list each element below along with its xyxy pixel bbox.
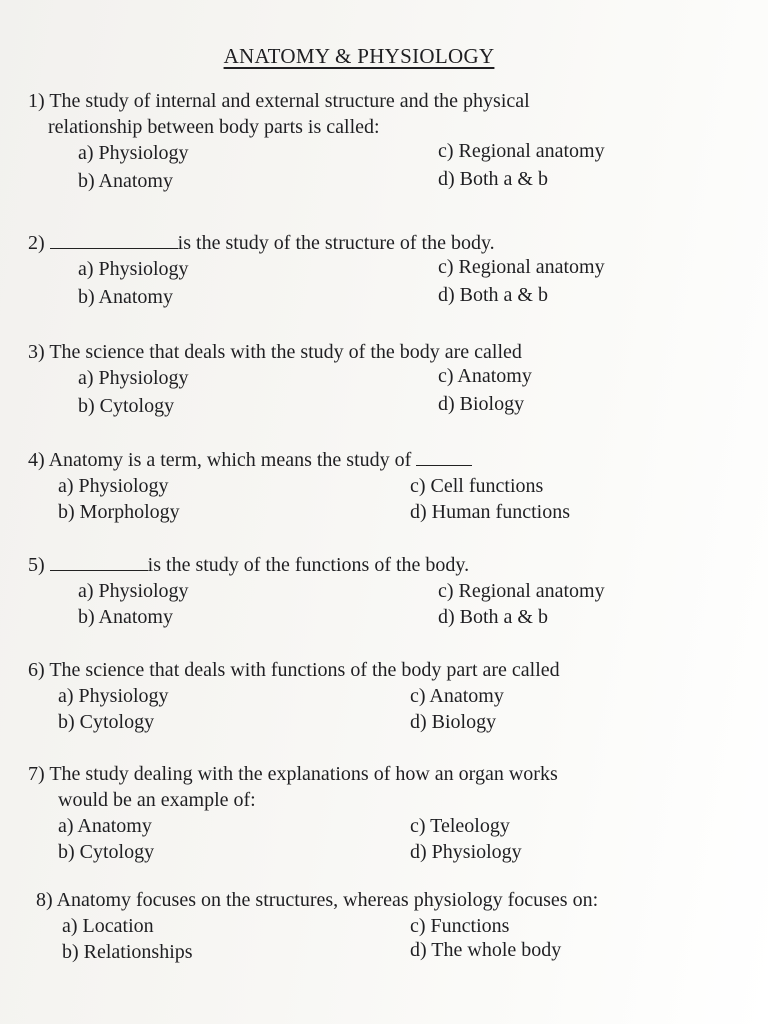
question-8-text xyxy=(36,887,726,913)
option-d: d) Physiology xyxy=(410,841,522,863)
answer-blank xyxy=(50,552,148,571)
question-3-text xyxy=(28,339,718,365)
option-c: c) Cell functions xyxy=(410,475,544,497)
options xyxy=(28,256,718,310)
question-number: 3) xyxy=(28,341,45,363)
options xyxy=(28,578,718,632)
option-b: b) Anatomy xyxy=(78,286,173,308)
option-c: c) Regional anatomy xyxy=(438,140,605,162)
question-number: 8) xyxy=(36,889,53,911)
question-number: 4) xyxy=(28,449,45,471)
question-7-text xyxy=(28,761,718,813)
options xyxy=(28,473,718,527)
option-c: c) Functions xyxy=(410,915,510,937)
question-number: 6) xyxy=(28,659,45,681)
question-number: 1) xyxy=(28,90,45,112)
question-8 xyxy=(36,887,726,967)
question-4-text xyxy=(28,447,718,473)
option-d: d) Biology xyxy=(410,711,497,733)
question-text: is the study of the functions of the body. xyxy=(147,554,470,576)
question-2 xyxy=(28,230,718,310)
option-b: b) Relationships xyxy=(62,941,193,963)
option-d: d) Human functions xyxy=(410,501,570,523)
question-text: The science that deals with the study of the body are called xyxy=(49,341,522,363)
option-c: c) Anatomy xyxy=(410,685,504,707)
page-title: ANATOMY & PHYSIOLOGY xyxy=(223,44,495,68)
question-4 xyxy=(28,447,718,527)
option-a: a) Physiology xyxy=(78,367,189,389)
option-c: c) Teleology xyxy=(410,815,510,837)
question-number: 5) xyxy=(28,554,45,576)
answer-blank xyxy=(416,447,472,466)
question-number: 2) xyxy=(28,232,45,254)
option-a: a) Physiology xyxy=(58,475,169,497)
question-3 xyxy=(28,339,718,419)
question-1-text xyxy=(28,88,718,140)
question-text: The study dealing with the explanations of how an organ works xyxy=(49,763,558,785)
option-d: d) The whole body xyxy=(410,939,562,961)
answer-blank xyxy=(50,230,178,249)
option-a: a) Physiology xyxy=(78,580,189,602)
question-text: Anatomy is a term, which means the study of xyxy=(48,449,412,471)
option-b: b) Cytology xyxy=(58,711,155,733)
option-b: b) Cytology xyxy=(58,841,155,863)
options xyxy=(36,913,726,967)
question-5-text xyxy=(28,552,718,578)
option-a: a) Location xyxy=(62,915,154,937)
question-5 xyxy=(28,552,718,632)
option-c: c) Regional anatomy xyxy=(438,256,605,278)
option-a: a) Physiology xyxy=(78,258,189,280)
option-b: b) Morphology xyxy=(58,501,180,523)
option-a: a) Anatomy xyxy=(58,815,152,837)
option-d: d) Both a & b xyxy=(438,606,548,628)
question-7 xyxy=(28,761,718,867)
question-6-text xyxy=(28,657,718,683)
options xyxy=(28,365,718,419)
question-text-continued: relationship between body parts is called: xyxy=(48,116,380,138)
options xyxy=(28,683,718,737)
option-b: b) Cytology xyxy=(78,395,175,417)
question-text: Anatomy focuses on the structures, whereas physiology focuses on: xyxy=(56,889,599,911)
question-1 xyxy=(28,88,718,194)
option-c: c) Anatomy xyxy=(438,365,532,387)
question-number: 7) xyxy=(28,763,45,785)
question-text: The study of internal and external structure and the physical xyxy=(49,90,530,112)
question-6 xyxy=(28,657,718,737)
option-a: a) Physiology xyxy=(58,685,169,707)
options xyxy=(28,813,718,867)
question-text-continued: would be an example of: xyxy=(58,789,256,811)
question-text: is the study of the structure of the body. xyxy=(177,232,495,254)
option-d: d) Both a & b xyxy=(438,168,548,190)
option-a: a) Physiology xyxy=(78,142,189,164)
option-c: c) Regional anatomy xyxy=(438,580,605,602)
options xyxy=(28,140,718,194)
option-d: d) Both a & b xyxy=(438,284,548,306)
question-text: The science that deals with functions of the body part are called xyxy=(49,659,560,681)
option-b: b) Anatomy xyxy=(78,170,173,192)
question-2-text xyxy=(28,230,718,256)
option-d: d) Biology xyxy=(438,393,525,415)
option-b: b) Anatomy xyxy=(78,606,173,628)
